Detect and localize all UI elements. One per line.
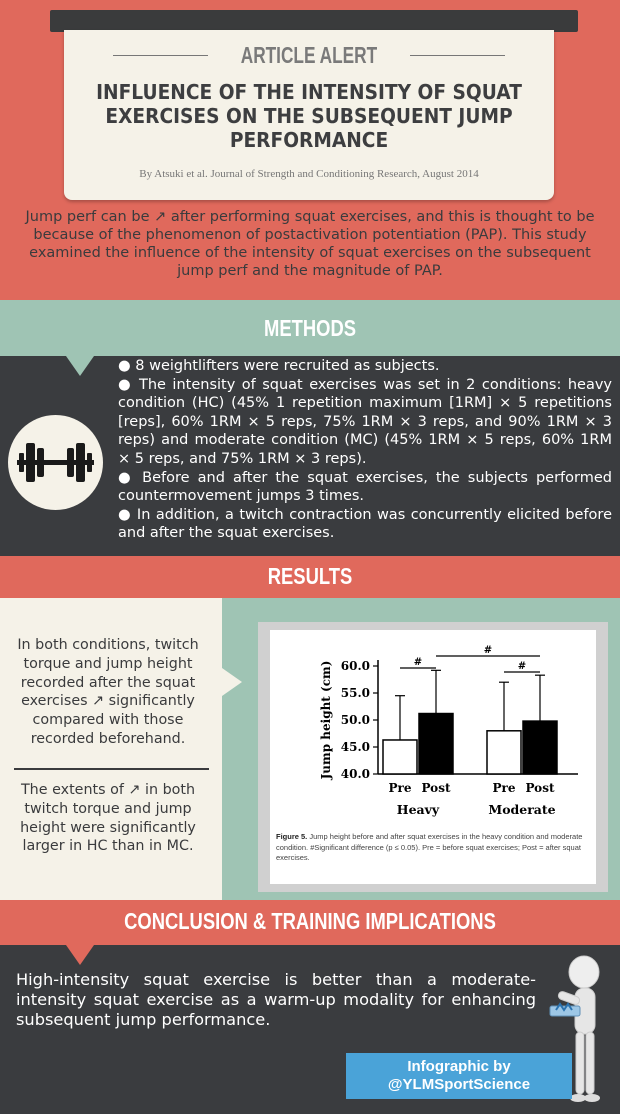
credit-line-1: Infographic by	[407, 1058, 511, 1075]
group-label: Moderate	[488, 802, 556, 817]
y-tick-label: 50.0	[340, 713, 370, 727]
y-axis-label: Jump height (cm)	[319, 660, 333, 780]
y-tick-label: 45.0	[340, 740, 370, 754]
conclusion-pointer	[66, 945, 94, 965]
conclusion-banner	[0, 900, 620, 945]
list-item: ● In addition, a twitch contraction was concurrently elicited before and after the squat exercises.	[118, 506, 612, 542]
y-tick-label: 40.0	[340, 767, 370, 781]
credit-badge	[346, 1053, 572, 1099]
conclusion-heading: CONCLUSION & TRAINING IMPLICATIONS	[124, 908, 496, 934]
article-title: INFLUENCE OF THE INTENSITY OF SQUAT EXERCISES ON THE SUBSEQUENT JUMP PERFORMANCE	[96, 80, 522, 152]
divider-line	[410, 55, 505, 56]
methods-pointer	[66, 356, 94, 376]
list-item: ● Before and after the squat exercises, the subjects performed countermovement jumps 3 times.	[118, 469, 612, 505]
results-finding-1: In both conditions, twitch torque and jump height recorded after the squat exercises ↗ significantly compared with those recorded beforehand.	[17, 637, 199, 747]
methods-list	[118, 357, 612, 543]
bar-moderate-post	[523, 721, 557, 774]
x-tick-label: Post	[421, 781, 451, 795]
figure-caption	[276, 832, 592, 864]
citation: By Atsuki et al. Journal of Strength and Conditioning Research, August 2014	[139, 168, 479, 180]
y-tick-label: 60.0	[340, 659, 370, 673]
results-finding-2: The extents of ↗ in both twitch torque and jump height were significantly larger in HC than in MC.	[20, 782, 196, 855]
methods-heading: METHODS	[264, 315, 356, 341]
title-card	[64, 30, 554, 200]
results-divider	[14, 768, 209, 770]
methods-banner	[0, 300, 620, 356]
jump-height-chart	[273, 636, 593, 836]
credit-line-2: @YLMSportScience	[387, 1076, 531, 1093]
list-item: ● 8 weightlifters were recruited as subjects.	[118, 358, 440, 374]
figure-caption-text: Jump height before and after squat exercises in the heavy condition and moderate condition. #Significant difference (p ≤ 0.05). Pre = before squat exercises; Post = after squat exercises.	[276, 832, 583, 862]
divider-line	[113, 55, 208, 56]
significance-marker: #	[413, 657, 423, 668]
x-tick-label: Post	[525, 781, 555, 795]
bar-heavy-post	[419, 714, 453, 774]
intro-text: Jump perf can be ↗ after performing squat exercises, and this is thought to be because of the phenomenon of postactivation potentiation (PAP). This study examined the influence of the intensity of squat exercises on the subsequent jump perf and the magnitude of PAP.	[25, 209, 595, 279]
significance-marker: #	[517, 661, 527, 672]
bar-moderate-pre	[487, 731, 521, 774]
y-tick-label: 55.0	[340, 686, 370, 700]
group-label: Heavy	[396, 802, 440, 817]
article-alert-label: ARTICLE ALERT	[240, 42, 378, 68]
x-tick-label: Pre	[492, 781, 516, 795]
conclusion-text: High-intensity squat exercise is better than a moderate-intensity squat exercise as a warm-up modality for enhancing subsequent jump performance.	[16, 970, 536, 1030]
bar-heavy-pre	[383, 740, 417, 774]
x-tick-label: Pre	[388, 781, 412, 795]
figure-caption-label: Figure 5.	[276, 832, 308, 841]
figure-pointer	[222, 668, 242, 696]
list-item: ● The intensity of squat exercises was set in 2 conditions: heavy condition (HC) (45% 1 repetition maximum [1RM] × 5 repetitions [reps], 60% 1RM × 5 reps, 75% 1RM × 3 reps, and 90% 1RM × 3 reps) and moderate condition (MC) (45% 1RM × 5 reps, 60% 1RM × 5 reps, and 75% 1RM × 3 reps).	[118, 376, 612, 467]
results-heading: RESULTS	[267, 563, 353, 589]
results-banner	[0, 556, 620, 598]
dumbbell-icon	[8, 415, 103, 510]
kicker-row	[64, 42, 554, 69]
header-bar	[50, 10, 578, 32]
significance-marker: #	[483, 645, 493, 656]
